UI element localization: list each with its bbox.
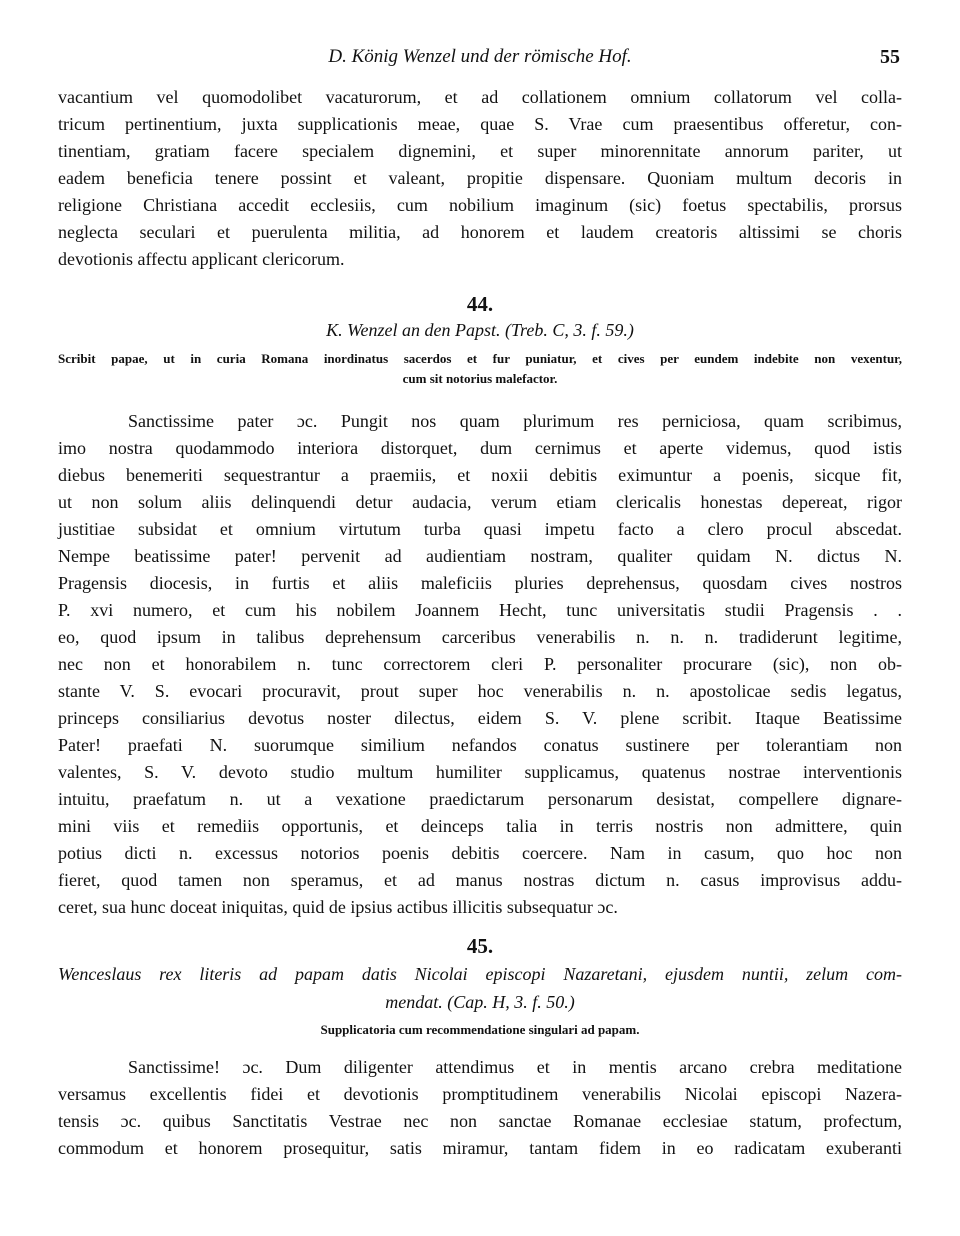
- doc-45-title: [58, 960, 902, 1016]
- doc-44-source: K. Wenzel an den Papst. (Treb. C, 3. f. 59.): [326, 320, 634, 340]
- text-line: vacantium vel quomodolibet vacaturorum, et ad collationem omnium collatorum vel colla-: [58, 87, 902, 107]
- text-line: Pragensis diocesis, in furtis et aliis maleficiis pluries deprehensus, quosdam cives nostros: [58, 573, 902, 593]
- doc-44-regest: [58, 349, 902, 389]
- text-line: ceret, sua hunc doceat iniquitas, quid de ipsius actibus illicitis subsequatur ɔc.: [58, 897, 618, 917]
- text-line: P. xvi numero, et cum his nobilem Joannem Hecht, tunc universitatis studii Pragensis . .: [58, 600, 902, 620]
- text-line: imo nostra quodammodo interiora distorquet, dum cernimus et aperte videmus, quod istis: [58, 438, 902, 458]
- text-line: valentes, S. V. devoto studio multum humiliter supplicamus, quatenus nostrae interventionis: [58, 762, 902, 782]
- text-line: tinentiam, gratiam facere specialem dignemini, et super minorennitate annorum pariter, ut: [58, 141, 902, 161]
- text-line: commodum et honorem prosequitur, satis miramur, tantam fidem in eo radicatam exuberanti: [58, 1138, 902, 1158]
- running-title: D. König Wenzel und der römische Hof.: [328, 46, 632, 67]
- text-line: versamus excellentis fidei et devotionis promptitudinem venerabilis Nicolai episcopi Nazera-: [58, 1084, 902, 1104]
- text-line: justitiae subsidat et omnium virtutum turba quasi impetu facto a clero procul abscedat.: [58, 519, 902, 539]
- doc-44-body: [58, 408, 902, 921]
- text-line: Sanctissime! ɔc. Dum diligenter attendimus et in mentis arcano crebra meditatione: [128, 1057, 902, 1077]
- running-head: [58, 46, 902, 72]
- text-line: mini viis et remediis opportunis, et deinceps talia in terris nostris non admittere, quin: [58, 816, 902, 836]
- text-line: stante V. S. evocari procuravit, prout super hoc venerabilis n. n. apostolicae sedis legatus,: [58, 681, 902, 701]
- text-line: diebus benemeriti sequestrantur a praemiis, et noxii debitis eximuntur a poenis, sicque fit,: [58, 465, 902, 485]
- text-line: intuitu, praefatum n. ut a vexatione praedictarum personarum desistat, compellere dignare-: [58, 789, 902, 809]
- page-number: 55: [880, 46, 900, 68]
- text-line: Nempe beatissime pater! pervenit ad audientiam nostram, qualiter quidam N. dictus N.: [58, 546, 902, 566]
- text-line: devotionis affectu applicant clericorum.: [58, 249, 345, 269]
- text-line: princeps consiliarius devotus noster dilectus, eidem S. V. plene scribit. Itaque Beatissime: [58, 708, 902, 728]
- text-line: Pater! praefati N. suorumque similium nefandos conatus sustinere per tolerantiam non: [58, 735, 902, 755]
- doc-44-number: 44.: [466, 292, 494, 316]
- doc-45-regest: [58, 1020, 902, 1040]
- doc-45-body: [58, 1054, 902, 1162]
- doc-45-number: 45.: [466, 934, 494, 958]
- text-line: tricum pertinentium, juxta supplicationis meae, quae S. Vrae cum praesentibus offeretur, con-: [58, 114, 902, 134]
- text-line: fieret, quod tamen non speramus, et ad manus nostras dictum n. casus improvisus addu-: [58, 870, 902, 890]
- text-line: tensis ɔc. quibus Sanctitatis Vestrae nec non sanctae Romanae ecclesiae statum, profectum,: [58, 1111, 902, 1131]
- text-line: neglecta seculari et puerulenta militia, ad honorem et laudem creatoris altissimi se choris: [58, 222, 902, 242]
- text-line: potius dicti n. excessus notorios poenis debitis coercere. Nam in casum, quo hoc non: [58, 843, 902, 863]
- text-line: Sanctissime pater ɔc. Pungit nos quam plurimum res perniciosa, quam scribimus,: [128, 411, 902, 431]
- title-line: Wenceslaus rex literis ad papam datis Nicolai episcopi Nazaretani, ejusdem nuntii, zelum com-: [58, 964, 902, 984]
- text-line: nec non et honorabilem n. tunc correctorem cleri P. personaliter procurare (sic), non ob-: [58, 654, 902, 674]
- paragraph-top: [58, 84, 902, 273]
- text-line: eadem beneficia tenere possint et valeant, propitie dispensare. Quoniam multum decoris in: [58, 168, 902, 188]
- regest-line: Supplicatoria cum recommendatione singulari ad papam.: [320, 1022, 640, 1037]
- regest-line: Scribit papae, ut in curia Romana inordinatus sacerdos et fur puniatur, et cives per eundem indebite non vexentur,: [58, 351, 902, 366]
- text-line: religione Christiana accedit ecclesiis, cum nobilium imaginum (sic) foetus spectabilis, prorsus: [58, 195, 902, 215]
- title-line: mendat. (Cap. H, 3. f. 50.): [385, 992, 575, 1012]
- regest-line: cum sit notorius malefactor.: [402, 371, 558, 386]
- text-line: eo, quod ipsum in talibus deprehensum carceribus venerabilis n. n. n. tradiderunt legitime,: [58, 627, 902, 647]
- text-line: ut non solum aliis delinquendi detur audacia, verum etiam clericalis honestas depereat, rigor: [58, 492, 902, 512]
